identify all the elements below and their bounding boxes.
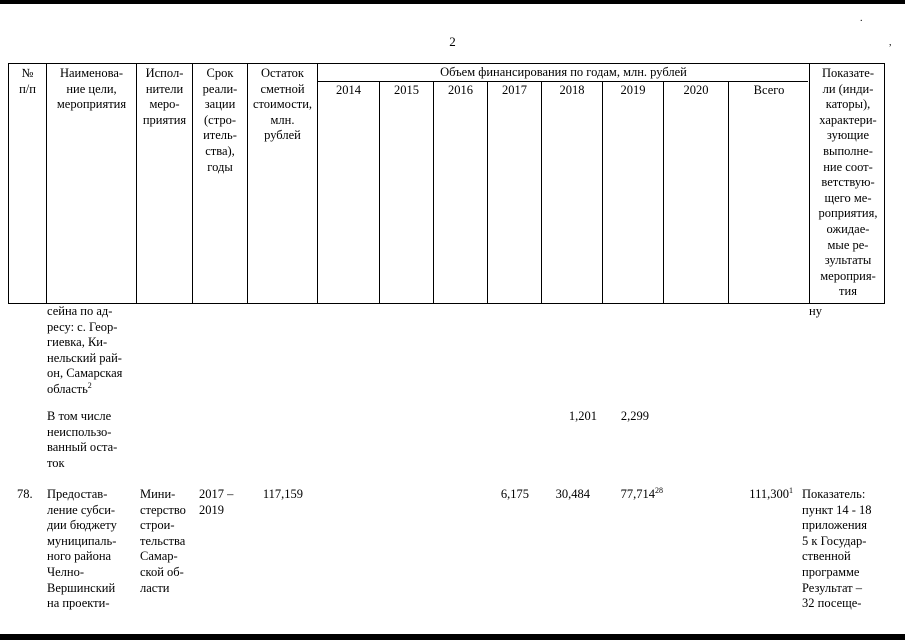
table-header bbox=[8, 63, 885, 304]
row-value-2019: 77,714$^{28}$ bbox=[620, 486, 663, 501]
header-financing: Объем финансирования по годам, млн. рублей bbox=[440, 65, 687, 79]
header-total: Всего bbox=[753, 83, 785, 97]
column-divider bbox=[317, 64, 318, 303]
header-number: № п/п bbox=[19, 66, 36, 96]
continued-row-name: сейна по ад- ресу: с. Геор- гиевка, Ки- нельский рай- он, Самарская область$^2$ bbox=[47, 304, 123, 396]
row-indicator: Показатель: пункт 14 - 18 приложения 5 к Государ- ственной программе Результат – 32 посеще- bbox=[802, 487, 872, 611]
header-year: 2016 bbox=[448, 83, 473, 97]
scan-border-bottom bbox=[0, 634, 905, 640]
header-year: 2020 bbox=[683, 83, 709, 97]
scan-speck: , bbox=[889, 37, 892, 48]
row-value-2018: 30,484 bbox=[555, 487, 590, 501]
header-year: 2019 bbox=[620, 83, 646, 97]
row-term: 2017 – 2019 bbox=[199, 487, 234, 517]
header-year: 2015 bbox=[394, 83, 419, 97]
subrow-value-2018: 1,201 bbox=[568, 409, 597, 423]
header-year: 2017 bbox=[502, 83, 527, 97]
header-year: 2018 bbox=[559, 83, 585, 97]
header-subdivider bbox=[317, 81, 808, 82]
subrow-value-2019: 2,299 bbox=[620, 409, 649, 423]
column-divider bbox=[663, 82, 664, 303]
header-term: Срок реали- зации (стро- итель- ства), годы bbox=[202, 66, 238, 174]
header-executors: Испол- нители меро- приятия bbox=[142, 66, 187, 127]
continued-row-indicator: ну bbox=[809, 304, 822, 318]
row-name: Предостав- ление субси- дии бюджету муниципаль- ного района Челно- Вершинский на проекти- bbox=[47, 487, 117, 611]
column-divider bbox=[487, 82, 488, 303]
column-divider bbox=[541, 82, 542, 303]
scan-speck: . bbox=[860, 13, 863, 24]
subrow-name: В том числе неиспользо- ванный оста- ток bbox=[47, 409, 118, 470]
page-number: 2 bbox=[449, 34, 456, 49]
scan-border-top bbox=[0, 0, 905, 4]
row-balance: 117,159 bbox=[262, 487, 303, 501]
header-balance: Остаток сметной стоимости, млн. рублей bbox=[252, 66, 313, 143]
header-year: 2014 bbox=[336, 83, 361, 97]
header-indicators: Показате- ли (инди- каторы), характери- зующие выполне- ние соот- ветствую- щего ме- роприятия, ожидае- мые ре- зультаты мероприя- тия bbox=[818, 66, 878, 299]
row-value-2017: 6,175 bbox=[500, 487, 529, 501]
column-divider bbox=[433, 82, 434, 303]
column-divider bbox=[728, 82, 729, 303]
column-divider bbox=[602, 82, 603, 303]
row-executor: Мини- стерство строи- тельства Самар- ской об- ласти bbox=[140, 487, 186, 595]
header-name: Наименова- ние цели, мероприятия bbox=[56, 66, 127, 112]
row-number: 78. bbox=[17, 487, 33, 501]
row-total: 111,300$^1$ bbox=[749, 486, 793, 501]
column-divider bbox=[379, 82, 380, 303]
